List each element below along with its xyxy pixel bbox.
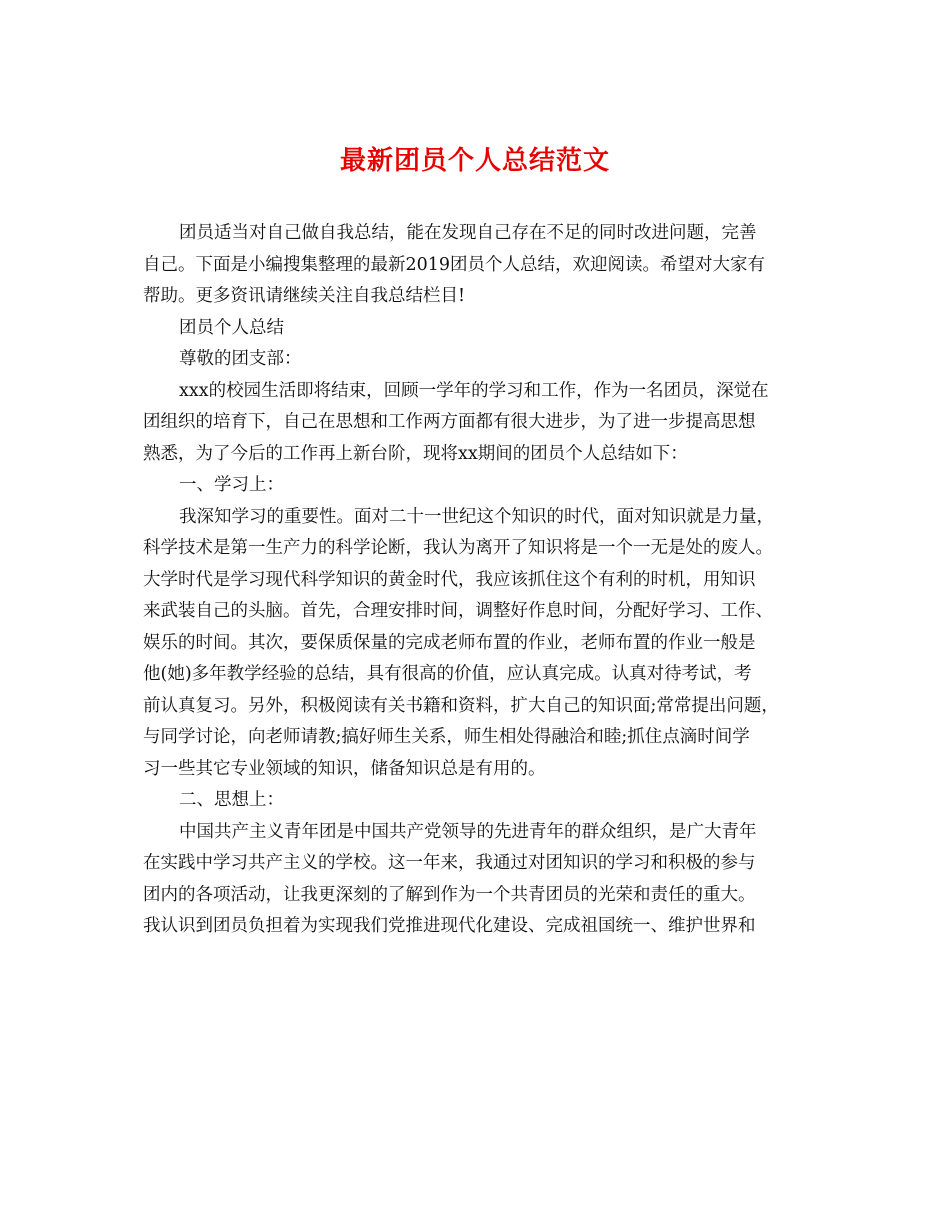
body-line: 大学时代是学习现代科学知识的黄金时代，我应该抓住这个有利的时机，用知识 [143,569,756,590]
body-line: 我深知学习的重要性。面对二十一世纪这个知识的时代，面对知识就是力量， [179,506,774,527]
body-line: 团组织的培育下，自己在思想和工作两方面都有很大进步，为了进一步提高思想 [143,412,756,432]
body-line: 前认真复习。另外，积极阅读有关书籍和资料，扩大自己的知识面;常常提出问题， [143,695,779,716]
body-line: 团员适当对自己做自我总结，能在发现自己存在不足的同时改进问题，完善 [179,223,757,243]
body-line: 在实践中学习共产主义的学校。这一年来，我通过对团知识的学习和积极的参与 [143,853,756,873]
body-line: 熟悉，为了今后的工作再上新台阶，现将xx期间的团员个人总结如下： [143,443,688,464]
body-line: 娱乐的时间。其次，要保质保量的完成老师布置的作业，老师布置的作业一般是 [143,632,756,653]
body-line: 科学技术是第一生产力的科学论断，我认为离开了知识将是一个一无是处的废人。 [143,538,773,558]
body-line: 帮助。更多资讯请继续关注自我总结栏目! [143,286,466,306]
body-line: 自己。下面是小编搜集整理的最新2019团员个人总结，欢迎阅读。希望对大家有 [143,254,766,275]
body-line: 我认识到团员负担着为实现我们党推进现代化建设、完成祖国统一、维护世界和 [143,916,756,936]
body-line: xxx的校园生活即将结束，回顾一学年的学习和工作，作为一名团员，深觉在 [179,380,769,401]
body-line: 与同学讨论，向老师请教;搞好师生关系，师生相处得融洽和睦;抓住点滴时间学 [143,727,750,747]
body-line: 团员个人总结 [179,317,284,338]
body-line: 尊敬的团支部： [179,349,302,369]
body-line: 来武装自己的头脑。首先，合理安排时间，调整好作息时间，分配好学习、工作、 [143,601,773,621]
body-line: 二、思想上： [179,790,284,810]
body-line: 习一些其它专业领域的知识，储备知识总是有用的。 [143,758,546,779]
document-body [143,218,813,943]
body-line: 中国共产主义青年团是中国共产党领导的先进青年的群众组织，是广大青年 [179,821,757,842]
body-line: 团内的各项活动，让我更深刻的了解到作为一个共青团员的光荣和责任的重大。 [143,884,756,905]
body-line: 他(她)多年教学经验的总结，具有很高的价值，应认真完成。认真对待考试，考 [143,664,752,684]
document-title: 最新团员个人总结范文 [339,146,610,176]
body-line: 一、学习上： [179,475,284,495]
